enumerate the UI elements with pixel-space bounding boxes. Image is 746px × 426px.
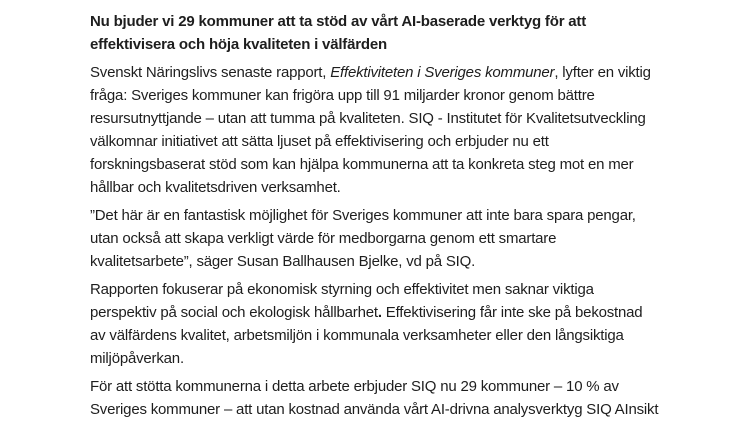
text-line — [90, 278, 700, 301]
paragraph-report-critique — [90, 278, 700, 370]
text-segment: hållbar och kvalitetsdriven verksamhet. — [90, 179, 341, 196]
press-release-body — [90, 10, 700, 426]
text-line — [90, 130, 700, 153]
text-line — [90, 33, 700, 56]
text-segment: Svenskt Näringslivs senaste rapport, — [90, 64, 331, 81]
text-segment: , lyfter en viktig — [554, 64, 651, 81]
text-segment: forskningsbaserat stöd som kan hjälpa kommunerna att ta konkreta steg mot en mer — [90, 156, 634, 173]
text-line — [90, 61, 700, 84]
text-line — [90, 84, 700, 107]
text-segment: fråga: Sveriges kommuner kan frigöra upp till 91 miljarder kronor genom bättre — [90, 87, 595, 104]
text-line — [90, 10, 700, 33]
text-line — [90, 227, 700, 250]
text-line — [90, 347, 700, 370]
text-line — [90, 107, 700, 130]
text-line — [90, 301, 700, 324]
text-line — [90, 324, 700, 347]
text-line — [90, 398, 700, 421]
text-segment: Effektivisering får inte ske på bekostnad — [381, 304, 643, 321]
text-segment: effektivisera och höja kvaliteten i välfärden — [90, 36, 387, 53]
text-segment: Nu bjuder vi 29 kommuner att ta stöd av vårt AI-baserade verktyg för att — [90, 13, 587, 30]
paragraph-offer — [90, 375, 700, 421]
text-line — [90, 250, 700, 273]
press-release-title — [90, 10, 700, 56]
text-segment: Sveriges kommuner – att utan kostnad använda vårt AI-drivna analysverktyg SIQ AInsikt — [90, 401, 659, 418]
text-segment: resursutnyttjande – utan att tumma på kvaliteten. SIQ - Institutet för Kvalitetsutveckling — [90, 110, 646, 127]
text-line — [90, 176, 700, 199]
paragraph-quote — [90, 204, 700, 273]
text-segment: kvalitetsarbete”, säger Susan Ballhausen Bjelke, vd på SIQ. — [90, 253, 476, 270]
text-line — [90, 375, 700, 398]
text-segment-bold: . — [377, 304, 382, 321]
text-segment-italic: Effektiviteten i Sveriges kommuner — [330, 64, 555, 81]
text-line — [90, 204, 700, 227]
text-segment: miljöpåverkan. — [90, 350, 184, 367]
text-segment: perspektiv på social och ekologisk hållbarhet — [90, 304, 378, 321]
paragraph-intro — [90, 61, 700, 199]
text-segment: ”Det här är en fantastisk möjlighet för Sveriges kommuner att inte bara spara pengar, — [90, 207, 636, 224]
text-segment: välkomnar initiativet att sätta ljuset på effektivisering och erbjuder nu ett — [90, 133, 549, 150]
text-segment: Rapporten fokuserar på ekonomisk styrning och effektivitet men saknar viktiga — [90, 281, 594, 298]
text-line — [90, 153, 700, 176]
text-segment: utan också att skapa verkligt värde för medborgarna genom ett smartare — [90, 230, 557, 247]
text-segment: För att stötta kommunerna i detta arbete erbjuder SIQ nu 29 kommuner – 10 % av — [90, 378, 619, 395]
text-segment: av välfärdens kvalitet, arbetsmiljön i kommunala verksamheter eller den långsiktiga — [90, 327, 624, 344]
